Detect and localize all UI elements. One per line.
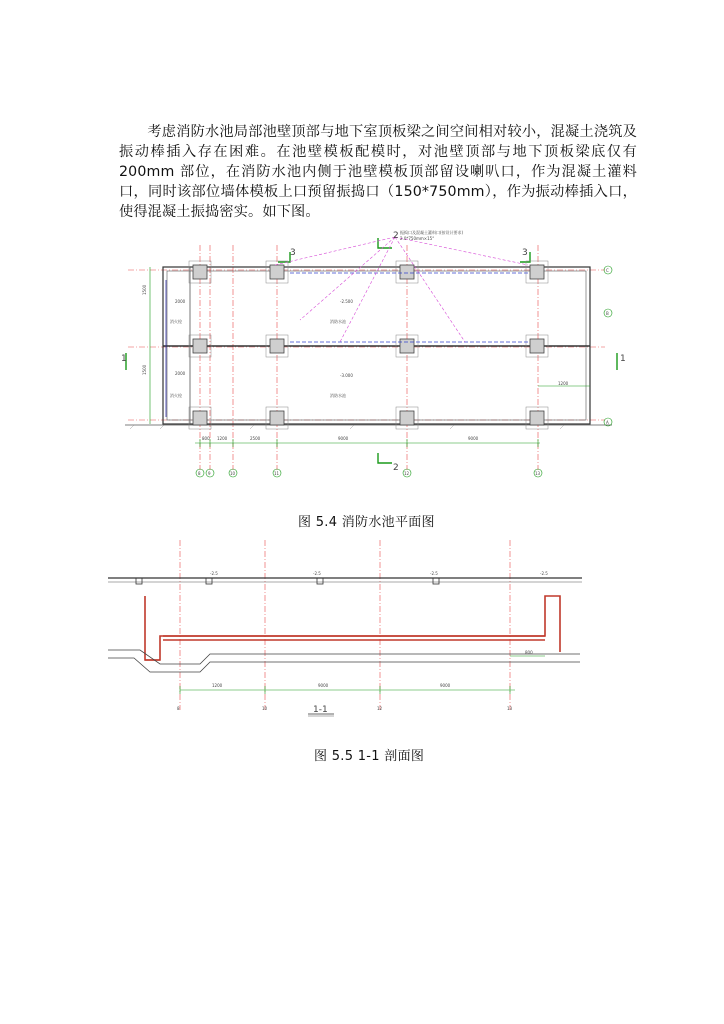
plan-section-mark-top: 2 [393, 231, 399, 241]
plan-mark-right-3: 3 [522, 248, 528, 258]
plan-dim-left-1: 1500 [142, 284, 147, 295]
section-dim-2: 9000 [318, 683, 329, 688]
plan-left-label-2: 消火栓 [170, 393, 182, 398]
plan-dim-bottom-4: 9000 [338, 436, 349, 441]
plan-section-left: 1 [121, 354, 127, 364]
plan-axis-8: 8 [198, 471, 201, 476]
plan-axis-11: 11 [274, 471, 280, 476]
plan-axis-12: 12 [404, 471, 410, 476]
section-level-1: -2.5 [210, 571, 218, 576]
figure-5-4-caption: 图 5.4 消防水池平面图 [298, 515, 435, 530]
section-1-1-drawing [0, 540, 724, 740]
plan-room-label-2: 消防水池 [330, 393, 346, 398]
plan-mid-label-a: 2000 [175, 299, 186, 304]
plan-axis-13: 13 [535, 471, 541, 476]
plan-right-dim: 1200 [558, 381, 569, 386]
plan-dim-left-2: 1500 [142, 364, 147, 375]
plan-room-label-1: 消防水池 [330, 319, 346, 324]
section-dim-1: 1200 [212, 683, 223, 688]
plan-note-line2: 2.0*750mm×15° [400, 236, 435, 241]
plan-section-right: 1 [620, 354, 626, 364]
section-dim-3: 9000 [440, 683, 451, 688]
plan-axis-right-3: A [606, 420, 609, 425]
section-level-4: -2.5 [540, 571, 548, 576]
plan-dim-bottom-5: 9000 [468, 436, 479, 441]
plan-axis-right-2: B [606, 311, 609, 316]
paragraph-text: 考虑消防水池局部池壁顶部与地下室顶板梁之间空间相对较小，混凝土浇筑及振动棒插入存在困难。在池壁模板配模时，对池壁顶部与地下顶板梁底仅有200mm 部位，在消防水池内侧于池壁模板顶部留设喇叭口，作为混凝土灌料口，同时该部位墙体模板上口预留振捣口（150*750mm），作为振动棒插入口，使得混凝土振捣密实。如下图。 [119, 124, 637, 220]
figure-5-5-caption: 图 5.5 1-1 剖面图 [314, 749, 425, 764]
plan-level-2: -3.000 [340, 373, 353, 378]
plan-axis-10: 10 [230, 471, 236, 476]
plan-dim-bottom-3: 2500 [250, 436, 261, 441]
plan-section-mark-bottom: 2 [393, 463, 399, 473]
section-axis-8: 8 [177, 706, 180, 711]
plan-axis-9: 9 [208, 471, 211, 476]
section-level-3: -2.5 [430, 571, 438, 576]
plan-dim-bottom-1: 800 [202, 436, 210, 441]
plan-level-1: -2.500 [340, 299, 353, 304]
fire-pool-plan-drawing [0, 225, 724, 525]
plan-mid-label-b: 2000 [175, 371, 186, 376]
section-axis-12: 12 [377, 706, 383, 711]
body-paragraph [119, 122, 637, 222]
section-level-2: -2.5 [313, 571, 321, 576]
section-axis-13: 13 [507, 706, 513, 711]
section-axis-10: 10 [262, 706, 268, 711]
section-dim-right: 800 [525, 650, 533, 655]
section-title: 1-1 [313, 705, 328, 715]
plan-left-label-1: 消火栓 [170, 319, 182, 324]
plan-mark-left-3: 3 [290, 248, 296, 258]
plan-note-line1: 振捣口及混凝土灌料口(按设计要求) [400, 230, 464, 235]
plan-axis-right-1: C [606, 268, 609, 273]
plan-dim-bottom-2: 1200 [217, 436, 228, 441]
